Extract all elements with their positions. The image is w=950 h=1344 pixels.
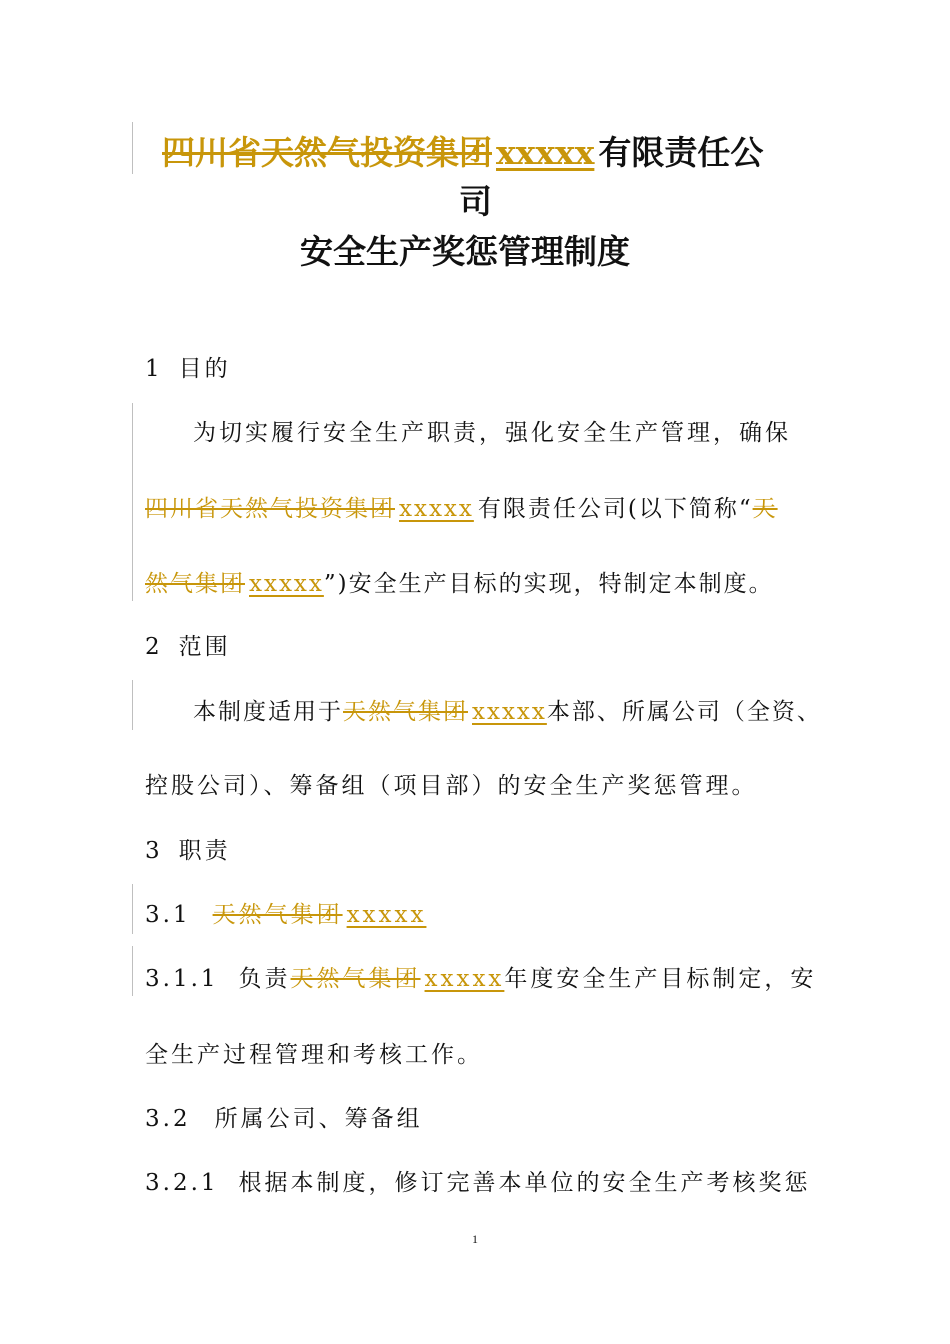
deleted-text: 天	[752, 496, 778, 522]
title-line-1	[162, 127, 763, 174]
deleted-text: 然气集团	[145, 571, 245, 597]
paragraph-line	[145, 767, 758, 800]
section-number: 3.2.1	[145, 1170, 219, 1196]
paragraph-line	[145, 1036, 483, 1069]
section-number: 3	[145, 838, 163, 864]
deleted-text: 四川省天然气投资集团	[162, 133, 492, 172]
deleted-text: 天然气集团	[212, 902, 343, 928]
paragraph-line	[145, 565, 774, 598]
paragraph-text: 为切实履行安全生产职责，强化安全生产管理，确保	[193, 420, 791, 446]
change-bar	[132, 122, 133, 174]
change-bar	[132, 403, 133, 601]
subsection-heading	[145, 1164, 811, 1197]
inserted-text: xxxxx	[399, 496, 474, 522]
section-heading	[145, 832, 231, 865]
paragraph-text: 根据本制度，修订完善本单位的安全生产考核奖惩	[238, 1170, 811, 1196]
subsection-heading	[145, 1100, 423, 1133]
paragraph-line	[193, 414, 791, 447]
inserted-text: xxxxx	[424, 966, 505, 992]
section-number: 1	[145, 356, 163, 382]
section-number: 3.2	[145, 1106, 191, 1132]
change-bar	[132, 680, 133, 730]
paragraph-text: 年度安全生产目标制定，安	[504, 966, 817, 992]
deleted-text: 天然气集团	[343, 699, 468, 725]
paragraph-text: ”)安全生产目标的实现，特制定本制度。	[323, 571, 774, 597]
subsection-heading	[145, 896, 426, 929]
subsection-heading	[145, 960, 816, 993]
paragraph-text: 全生产过程管理和考核工作。	[145, 1042, 483, 1068]
title-line-3	[300, 226, 630, 273]
section-number: 3.1	[145, 902, 191, 928]
change-bar	[132, 946, 133, 996]
paragraph-line	[193, 693, 822, 726]
paragraph-line	[145, 490, 778, 523]
change-bar	[132, 884, 133, 934]
deleted-text: 天然气集团	[290, 966, 421, 992]
paragraph-text: 本制度适用于	[193, 699, 343, 725]
page-number: 1	[472, 1232, 478, 1246]
title-text: 司	[459, 182, 492, 221]
section-title: 职责	[178, 838, 231, 864]
paragraph-text: 本部、所属公司（全资、	[546, 699, 822, 725]
paragraph-text: 负责	[238, 966, 291, 992]
inserted-text: xxxxx	[346, 902, 427, 928]
section-title: 所属公司、筹备组	[214, 1106, 423, 1132]
inserted-text: xxxxx	[472, 699, 547, 725]
paragraph-text: 有限责任公司(以下简称“	[477, 496, 753, 522]
section-heading	[145, 628, 231, 661]
section-title: 目的	[178, 356, 231, 382]
page-title: 安全生产奖惩管理制度	[300, 232, 630, 271]
section-number: 3.1.1	[145, 966, 219, 992]
inserted-text: xxxxx	[496, 133, 595, 172]
title-text: 有限责任公	[598, 133, 764, 172]
deleted-text: 四川省天然气投资集团	[145, 496, 395, 522]
section-title: 范围	[178, 634, 231, 660]
section-number: 2	[145, 634, 163, 660]
title-line-2	[459, 176, 492, 223]
section-heading	[145, 350, 231, 383]
paragraph-text: 控股公司）、筹备组（项目部）的安全生产奖惩管理。	[145, 773, 758, 799]
inserted-text: xxxxx	[249, 571, 324, 597]
